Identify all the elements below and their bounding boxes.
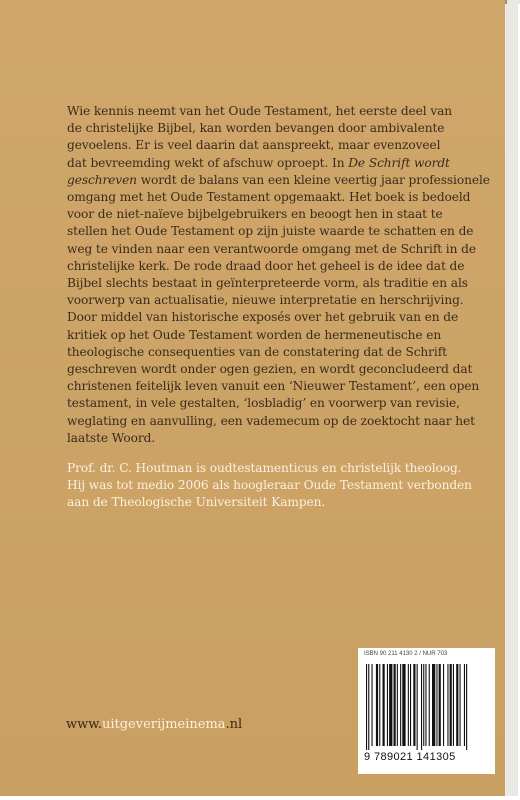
blurb-line — [67, 155, 467, 172]
blurb-line: christelijke kerk. De rode draad door het geheel is de idee dat de — [67, 258, 465, 273]
isbn-text: ISBN 90 211 4130 2 / NUR 703 — [364, 651, 448, 657]
blurb-line: theologische consequenties van de constatering dat de Schrift — [67, 344, 447, 359]
blurb-text — [67, 103, 490, 447]
blurb-line: stellen het Oude Testament op zijn juiste waarde te schatten en de — [67, 224, 474, 239]
publisher-website[interactable] — [66, 717, 242, 732]
barcode-label — [358, 648, 495, 774]
blurb-line: geschreven wordt onder ogen gezien, en wordt geconcludeerd dat — [67, 362, 473, 377]
author-bio-line: aan de Theologische Universiteit Kampen. — [67, 495, 326, 510]
blurb-line-text: wordt de balans van een kleine veertig jaar professionele — [136, 172, 490, 187]
blurb-line-text: dat bevreemding wekt of afschuw oproept. In — [67, 155, 345, 170]
website-suffix: .nl — [225, 717, 243, 732]
author-bio-line: Hij was tot medio 2006 als hoogleraar Oude Testament verbonden — [67, 478, 472, 493]
blurb-line: Door middel van historische exposés over het gebruik van en de — [67, 310, 459, 325]
blurb-line: christenen feitelijk leven vanuit een ‘Nieuwer Testament’, een open — [67, 379, 480, 394]
book-page-edges — [505, 4, 518, 796]
book-title-italic: De Schrift wordt — [348, 155, 450, 170]
blurb-line: weglating en aanvulling, een vademecum op de zoektocht naar het — [67, 413, 475, 428]
website-name: uitgeverijmeinema — [101, 717, 226, 732]
book-title-italic-continued: geschreven — [67, 172, 137, 187]
blurb-line — [67, 172, 490, 189]
blurb-line: de christelijke Bijbel, kan worden bevangen door ambivalente — [67, 121, 445, 136]
website-prefix: www. — [66, 717, 102, 732]
blurb-line: weg te vinden naar een verantwoorde omgang met de Schrift in de — [67, 241, 476, 256]
blurb-line: voorwerp van actualisatie, nieuwe interpretatie en herschrijving. — [67, 293, 464, 308]
blurb-line: gevoelens. Er is veel daarin dat aanspreekt, maar evenzoveel — [67, 138, 441, 153]
author-bio — [67, 460, 472, 512]
blurb-line: omgang met het Oude Testament opgemaakt. Het boek is bedoeld — [67, 190, 471, 205]
barcode-icon — [364, 664, 489, 750]
blurb-line: testament, in vele gestalten, ‘losbladig’ en voorwerp van revisie, — [67, 396, 460, 411]
author-bio-line: Prof. dr. C. Houtman is oudtestamenticus en christelijk theoloog. — [67, 461, 462, 475]
blurb-line: voor de niet-naïeve bijbelgebruikers en beoogt hen in staat te — [67, 207, 443, 222]
blurb-line: Bijbel slechts bestaat in geïnterpreteerde vorm, als traditie en als — [67, 276, 468, 291]
blurb-line: laatste Woord. — [67, 430, 156, 445]
barcode-digits: 9 789021 141305 — [364, 751, 456, 763]
blurb-line: kritiek op het Oude Testament worden de hermeneutische en — [67, 327, 442, 342]
blurb-line: Wie kennis neemt van het Oude Testament, het eerste deel van — [67, 104, 453, 118]
